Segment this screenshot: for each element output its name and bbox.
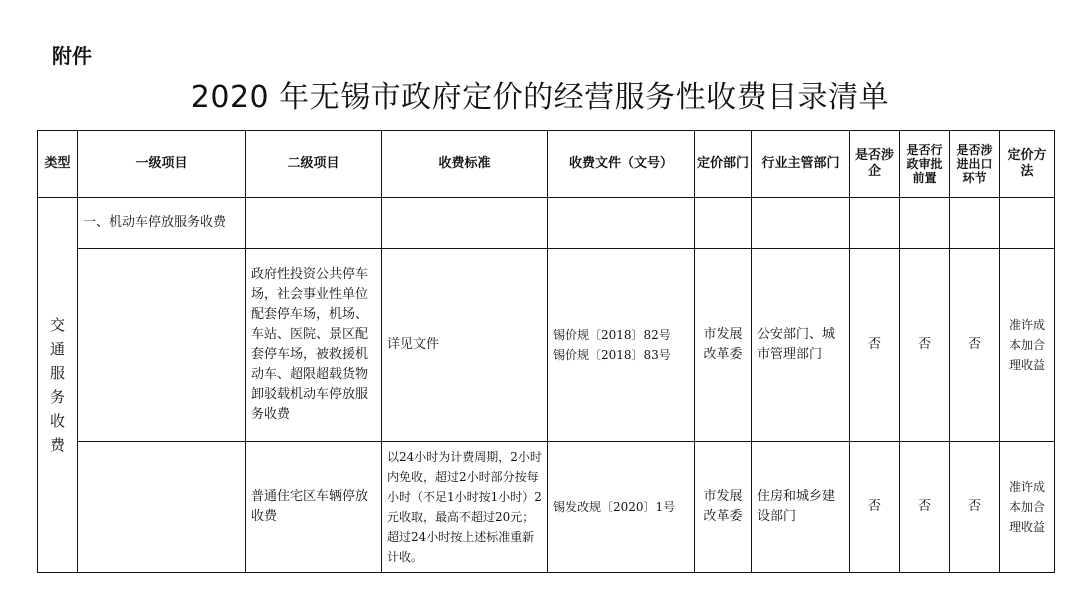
header-standard: 收费标准 bbox=[382, 131, 548, 198]
level1-cell bbox=[78, 249, 246, 442]
pricing-dept-cell: 市发展改革委 bbox=[695, 249, 752, 442]
header-level2: 二级项目 bbox=[246, 131, 382, 198]
pricing-method-cell: 准许成本加合理收益 bbox=[1000, 249, 1055, 442]
empty-cell bbox=[950, 198, 1000, 249]
import-export-cell: 否 bbox=[950, 442, 1000, 573]
document-cell: 锡发改规〔2020〕1号 bbox=[548, 442, 695, 573]
document-title: 2020 年无锡市政府定价的经营服务性收费目录清单 bbox=[190, 80, 890, 115]
empty-cell bbox=[382, 198, 548, 249]
involves-enterprise-cell: 否 bbox=[850, 249, 900, 442]
document-cell: 锡价规〔2018〕82号 锡价规〔2018〕83号 bbox=[548, 249, 695, 442]
pre-approval-cell: 否 bbox=[900, 249, 950, 442]
table-row bbox=[38, 249, 1055, 442]
empty-cell bbox=[752, 198, 850, 249]
section-level1: 一、机动车停放服务收费 bbox=[78, 198, 246, 249]
pricing-dept-cell: 市发展改革委 bbox=[695, 442, 752, 573]
involves-enterprise-cell: 否 bbox=[850, 442, 900, 573]
empty-cell bbox=[246, 198, 382, 249]
fee-catalog-table bbox=[37, 130, 1055, 573]
category-label: 交通服务收费 bbox=[49, 316, 65, 454]
header-document: 收费文件（文号） bbox=[548, 131, 695, 198]
empty-cell bbox=[1000, 198, 1055, 249]
level1-cell bbox=[78, 442, 246, 573]
empty-cell bbox=[695, 198, 752, 249]
empty-cell bbox=[548, 198, 695, 249]
table-row bbox=[38, 442, 1055, 573]
header-pre-approval: 是否行政审批前置 bbox=[900, 131, 950, 198]
table-header-row bbox=[38, 131, 1055, 198]
header-industry-dept: 行业主管部门 bbox=[752, 131, 850, 198]
industry-dept-cell: 住房和城乡建设部门 bbox=[752, 442, 850, 573]
empty-cell bbox=[900, 198, 950, 249]
pricing-method-cell: 准许成本加合理收益 bbox=[1000, 442, 1055, 573]
header-import-export: 是否涉进出口环节 bbox=[950, 131, 1000, 198]
table-row-section bbox=[38, 198, 1055, 249]
level2-cell: 政府性投资公共停车场，社会事业性单位配套停车场，机场、车站、医院、景区配套停车场，被救援机动车、超限超载货物卸驳载机动车停放服务收费 bbox=[246, 249, 382, 442]
empty-cell bbox=[850, 198, 900, 249]
pre-approval-cell: 否 bbox=[900, 442, 950, 573]
standard-cell: 以24小时为计费周期，2小时内免收，超过2小时部分按每小时（不足1小时按1小时）2元收取，最高不超过20元；超过24小时按上述标准重新计收。 bbox=[382, 442, 548, 573]
attachment-label: 附件 bbox=[52, 44, 92, 68]
header-type: 类型 bbox=[38, 131, 78, 198]
level2-cell: 普通住宅区车辆停放收费 bbox=[246, 442, 382, 573]
header-level1: 一级项目 bbox=[78, 131, 246, 198]
import-export-cell: 否 bbox=[950, 249, 1000, 442]
header-pricing-dept: 定价部门 bbox=[695, 131, 752, 198]
category-cell bbox=[38, 198, 78, 573]
header-involves-enterprise: 是否涉企 bbox=[850, 131, 900, 198]
standard-cell: 详见文件 bbox=[382, 249, 548, 442]
header-pricing-method: 定价方法 bbox=[1000, 131, 1055, 198]
industry-dept-cell: 公安部门、城市管理部门 bbox=[752, 249, 850, 442]
